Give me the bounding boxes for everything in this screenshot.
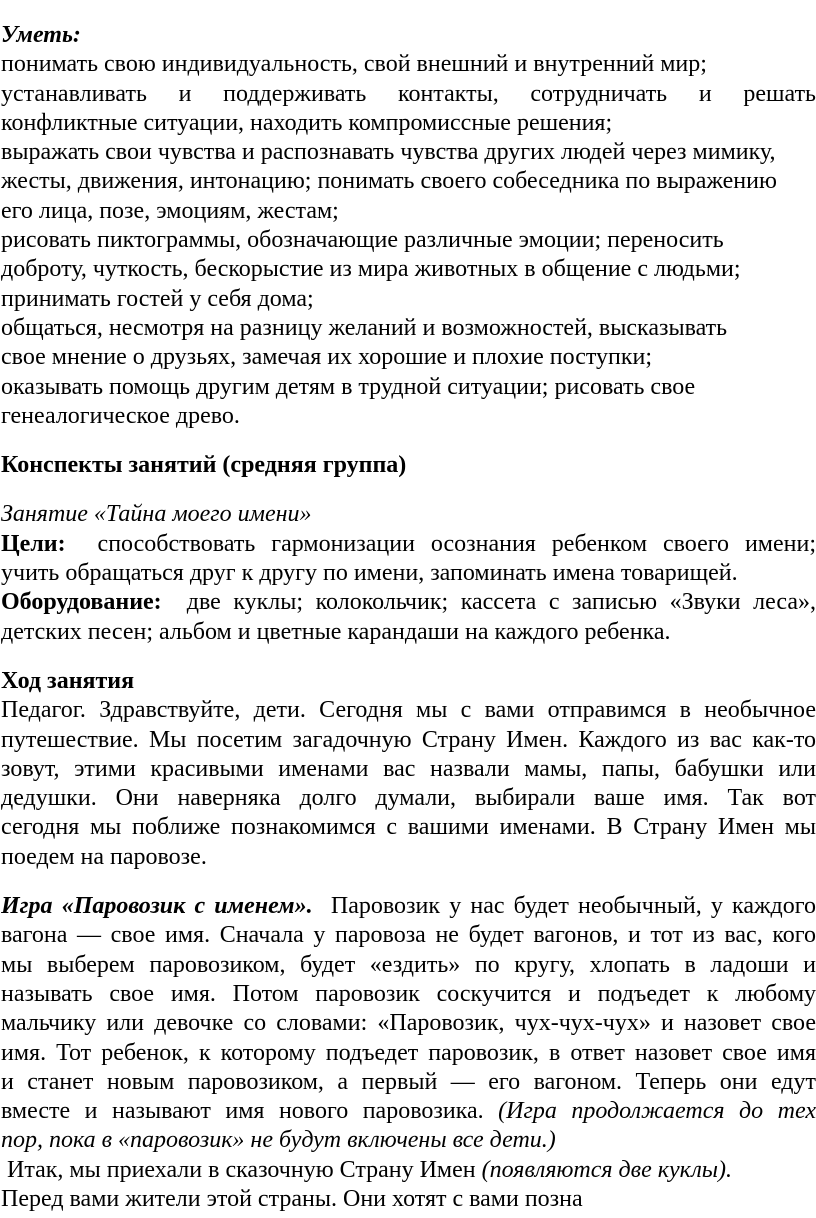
skills-line: жесты, движения, интонацию; понимать своего собеседника по выражению [1, 168, 777, 195]
game-note: (Игра продолжается до тех [498, 1098, 816, 1125]
skills-line: выражать свои чувства и распознавать чувства других людей через мимику, [1, 139, 776, 166]
skills-line: устанавливать и поддерживать контакты, сотрудничать и решать [1, 80, 816, 107]
game-line: вагона — свое имя. Сначала у паровоза не будет вагонов, и тот из вас, кого [1, 922, 816, 949]
game-line: мальчику или девочке со словами: «Паровозик, чух-чух-чух» и назовет свое [1, 1010, 816, 1037]
procedure-line: зовут, этими красивыми именами вас назвали мамы, папы, бабушки или [1, 755, 816, 782]
procedure-line: поедем на паровозе. [1, 843, 207, 870]
procedure-line: дедушки. Они наверняка долго думали, выбирали ваше имя. Так вот [1, 785, 816, 812]
skills-line: его лица, позе, эмоциям, жестам; [1, 197, 339, 224]
procedure-line: Педагог. Здравствуйте, дети. Сегодня мы с вами отправимся в необычное [1, 697, 816, 724]
skills-line: общаться, несмотря на разницу желаний и возможностей, высказывать [1, 314, 728, 341]
game-text: вместе и называют имя нового паровозика. [1, 1098, 499, 1125]
skills-line: свое мнение о друзьях, замечая их хорошие и плохие поступки; [1, 344, 653, 371]
game-line: мы выберем паровозиком, будет «ездить» по кругу, хлопать в ладоши и [1, 951, 816, 978]
game-text: Итак, мы приехали в сказочную Страну Имен [1, 1156, 482, 1183]
game-text: Паровозик у нас будет необычный, у каждого [312, 893, 816, 920]
skills-line: генеалогическое древо. [1, 402, 240, 429]
spacer [1, 647, 816, 667]
skills-heading: Уметь: [1, 22, 81, 48]
procedure-line: путешествие. Мы посетим загадочную Страну Имен. Каждого из вас как-то [1, 726, 816, 753]
game-title: Игра «Паровозик с именем». [1, 893, 313, 920]
skills-line: конфликтные ситуации, находить компромиссные решения; [1, 109, 613, 136]
spacer [1, 431, 816, 451]
goals-line [1, 530, 816, 559]
game-line: называть свое имя. Потом паровозик соскучится и подъедет к любому [1, 980, 816, 1007]
game-line [1, 892, 816, 921]
procedure-heading: Ход занятия [1, 667, 135, 694]
game-note-line: пор, пока в «паровозик» не будут включены все дети.) [1, 1127, 556, 1154]
lesson-title: Занятие «Тайна моего имени» [1, 501, 312, 528]
section-title: Конспекты занятий (средняя группа) [1, 452, 407, 479]
skills-line: рисовать пиктограммы, обозначающие различные эмоции; переносить [1, 227, 724, 254]
spacer [1, 872, 816, 892]
game-line: имя. Тот ребенок, к которому подъедет паровозик, в ответ назовет свое имя [1, 1039, 816, 1066]
skills-line: доброту, чуткость, бескорыстие из мира животных в общение с людьми; [1, 256, 741, 283]
goals-text: способствовать гармонизации осознания ребенком своего имени; [65, 530, 816, 557]
game-note: (появляются две куклы). [481, 1156, 733, 1183]
goals-label: Цели: [1, 530, 66, 557]
skills-line: понимать свою индивидуальность, свой внешний и внутренний мир; [1, 51, 707, 78]
equipment-line: детских песен; альбом и цветные карандаши на каждого ребенка. [1, 618, 671, 645]
procedure-line: сегодня мы поближе познакомимся с вашими именами. В Страну Имен мы [1, 814, 816, 841]
game-line: Перед вами жители этой страны. Они хотят с вами позна [1, 1185, 583, 1212]
skills-line: принимать гостей у себя дома; [1, 285, 314, 312]
equipment-line [1, 588, 816, 617]
equipment-text: две куклы; колокольчик; кассета с записью «Звуки леса», [161, 589, 816, 616]
goals-line: учить обращаться друг к другу по имени, запоминать имена товарищей. [1, 560, 738, 587]
spacer [1, 480, 816, 500]
skills-line: оказывать помощь другим детям в трудной ситуации; рисовать свое [1, 373, 696, 400]
equipment-label: Оборудование: [1, 589, 162, 616]
game-line [1, 1097, 816, 1126]
game-line: и станет новым паровозиком, а первый — его вагоном. Теперь они едут [1, 1068, 816, 1095]
game-line [1, 1156, 816, 1185]
